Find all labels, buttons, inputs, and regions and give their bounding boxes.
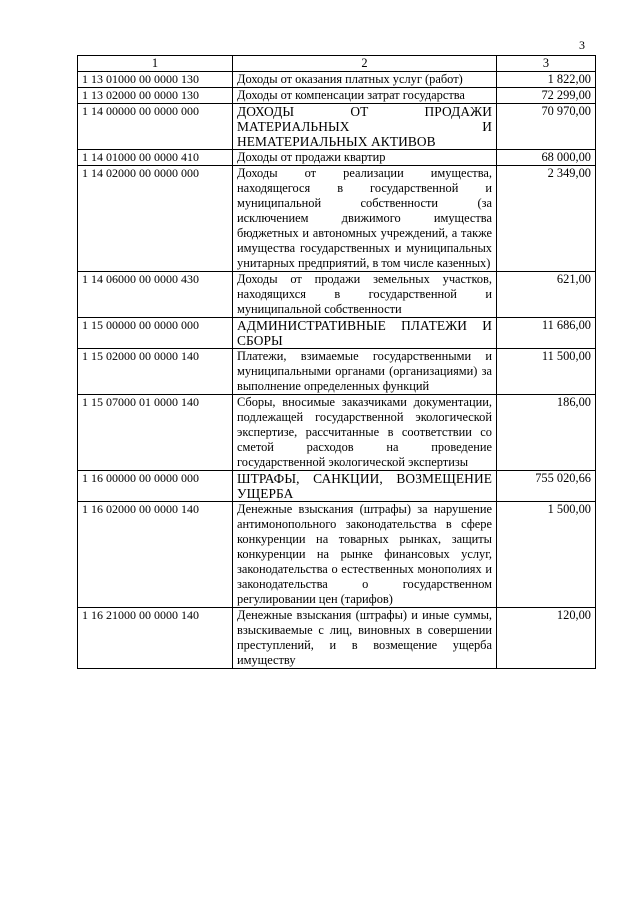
table-row [78, 104, 596, 150]
table-row [78, 471, 596, 502]
table-row [78, 395, 596, 471]
table-row [78, 318, 596, 349]
row-description: АДМИНИСТРАТИВНЫЕ ПЛАТЕЖИ И СБОРЫ [233, 318, 497, 349]
row-code: 1 16 02000 00 0000 140 [78, 502, 233, 608]
row-code: 1 15 00000 00 0000 000 [78, 318, 233, 349]
row-amount: 1 822,00 [497, 72, 596, 88]
row-code: 1 15 07000 01 0000 140 [78, 395, 233, 471]
table-row [78, 349, 596, 395]
row-description: Сборы, вносимые заказчиками документации, подлежащей государственной экологической экспертизе, рассчитанные в соответствии со сметой расходов на проведение государственной экологической экспертизы [233, 395, 497, 471]
header-col-2: 2 [233, 56, 497, 72]
row-code: 1 14 02000 00 0000 000 [78, 166, 233, 272]
table-row [78, 608, 596, 669]
row-amount: 11 686,00 [497, 318, 596, 349]
row-amount: 2 349,00 [497, 166, 596, 272]
row-description: ШТРАФЫ, САНКЦИИ, ВОЗМЕЩЕНИЕ УЩЕРБА [233, 471, 497, 502]
row-code: 1 13 01000 00 0000 130 [78, 72, 233, 88]
header-col-1: 1 [78, 56, 233, 72]
row-description: Платежи, взимаемые государственными и муниципальными органами (организациями) за выполнение определенных функций [233, 349, 497, 395]
page-number: 3 [579, 38, 585, 52]
row-amount: 186,00 [497, 395, 596, 471]
header-col-3: 3 [497, 56, 596, 72]
table-row [78, 72, 596, 88]
row-description: Доходы от продажи квартир [233, 150, 497, 166]
row-code: 1 14 06000 00 0000 430 [78, 272, 233, 318]
table-header-row [78, 56, 596, 72]
row-amount: 1 500,00 [497, 502, 596, 608]
table-row [78, 166, 596, 272]
row-description: Доходы от продажи земельных участков, находящихся в государственной и муниципальной собственности [233, 272, 497, 318]
row-description: Доходы от реализации имущества, находящегося в государственной и муниципальной собственности (за исключением движимого имущества бюджетных и автономных учреждений, а также имущества государственных и муниципальных унитарных предприятий, в том числе казенных) [233, 166, 497, 272]
row-description: Доходы от оказания платных услуг (работ) [233, 72, 497, 88]
row-amount: 72 299,00 [497, 88, 596, 104]
table-row [78, 272, 596, 318]
row-code: 1 16 00000 00 0000 000 [78, 471, 233, 502]
row-code: 1 13 02000 00 0000 130 [78, 88, 233, 104]
row-code: 1 14 00000 00 0000 000 [78, 104, 233, 150]
row-description: Денежные взыскания (штрафы) и иные суммы, взыскиваемые с лиц, виновных в совершении преступлений, и в возмещение ущерба имуществу [233, 608, 497, 669]
row-code: 1 14 01000 00 0000 410 [78, 150, 233, 166]
row-description: ДОХОДЫ ОТ ПРОДАЖИ МАТЕРИАЛЬНЫХ И НЕМАТЕРИАЛЬНЫХ АКТИВОВ [233, 104, 497, 150]
table-row [78, 88, 596, 104]
row-amount: 621,00 [497, 272, 596, 318]
row-code: 1 16 21000 00 0000 140 [78, 608, 233, 669]
row-amount: 755 020,66 [497, 471, 596, 502]
row-amount: 70 970,00 [497, 104, 596, 150]
revenue-table [77, 55, 596, 669]
row-code: 1 15 02000 00 0000 140 [78, 349, 233, 395]
row-amount: 68 000,00 [497, 150, 596, 166]
row-amount: 120,00 [497, 608, 596, 669]
table-row [78, 150, 596, 166]
row-amount: 11 500,00 [497, 349, 596, 395]
table-row [78, 502, 596, 608]
row-description: Доходы от компенсации затрат государства [233, 88, 497, 104]
row-description: Денежные взыскания (штрафы) за нарушение антимонопольного законодательства в сфере конкуренции на товарных рынках, защиты конкуренции на рынке финансовых услуг, законодательства о естественных монополиях и законодательства о государственном регулировании цен (тарифов) [233, 502, 497, 608]
